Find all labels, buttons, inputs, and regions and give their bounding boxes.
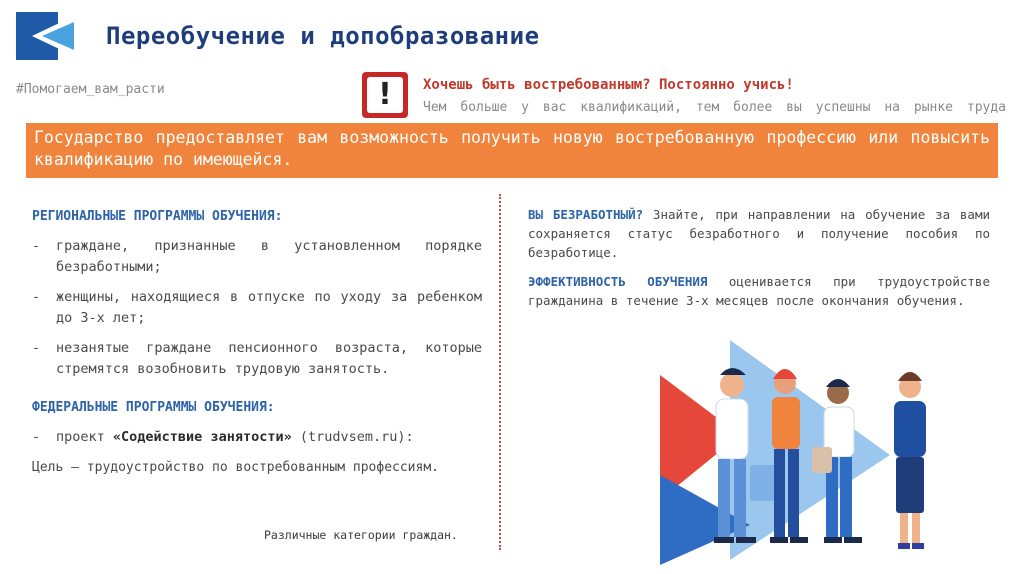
efficiency-label: ЭФФЕКТИВНОСТЬ ОБУЧЕНИЯ (528, 274, 708, 289)
list-item: - женщины, находящиеся в отпуске по уходу за ребенком до 3-х лет; (32, 289, 482, 326)
workers-illustration (640, 335, 970, 565)
info-banner (26, 123, 998, 178)
list-item: - незанятые граждане пенсионного возраста, которые стремятся возобновить трудовую занятость. (32, 340, 482, 377)
column-divider (499, 194, 501, 550)
hashtag: #Помогаем_вам_расти (16, 82, 165, 97)
categories-note: Различные категории граждан. (264, 528, 458, 542)
list-item-text: граждане, признанные в установленном порядке безработными; (56, 238, 482, 275)
list-item-text: незанятые граждане пенсионного возраста, которые стремятся возобновить трудовую занятость. (56, 340, 482, 377)
goal-text: Цель – трудоустройство по востребованным профессиям. (32, 460, 439, 475)
page-title: Переобучение и допобразование (106, 22, 540, 50)
project-name: «Содействие занятости» (112, 429, 292, 445)
banner-text: Государство предоставляет вам возможность получить новую востребованную профессию или повысить квалификацию по имеющейся. (34, 128, 990, 169)
federal-programs-title: ФЕДЕРАЛЬНЫЕ ПРОГРАММЫ ОБУЧЕНИЯ: (32, 400, 275, 415)
motto-subtitle: Чем больше у вас квалификаций, тем более вы успешны на рынке труда (423, 100, 1006, 115)
project-prefix: проект (56, 429, 113, 445)
regional-programs-title: РЕГИОНАЛЬНЫЕ ПРОГРАММЫ ОБУЧЕНИЯ: (32, 209, 283, 224)
list-item: - граждане, признанные в установленном порядке безработными; (32, 238, 482, 275)
efficiency-text: оценивается при трудоустройстве гражданина в течение 3-х месяцев после окончания обучения. (528, 274, 990, 308)
unemployed-paragraph (528, 205, 990, 262)
unemployed-text: Знайте, при направлении на обучение за вами сохраняется статус безработного и получение пособия по безработице. (528, 207, 990, 260)
list-item-text: женщины, находящиеся в отпуске по уходу за ребенком до 3-х лет; (56, 289, 482, 326)
project-item: - проект «Содействие занятости» (trudvsem.ru): (32, 429, 414, 445)
info-column (528, 205, 990, 310)
efficiency-paragraph (528, 272, 990, 310)
project-site: (trudvsem.ru): (291, 429, 414, 445)
logo-icon (16, 12, 74, 60)
warning-icon: ! (362, 72, 408, 118)
motto-title: Хочешь быть востребованным? Постоянно учись! (423, 77, 794, 93)
programs-column (32, 206, 482, 477)
unemployed-label: ВЫ БЕЗРАБОТНЫЙ? (528, 207, 644, 222)
